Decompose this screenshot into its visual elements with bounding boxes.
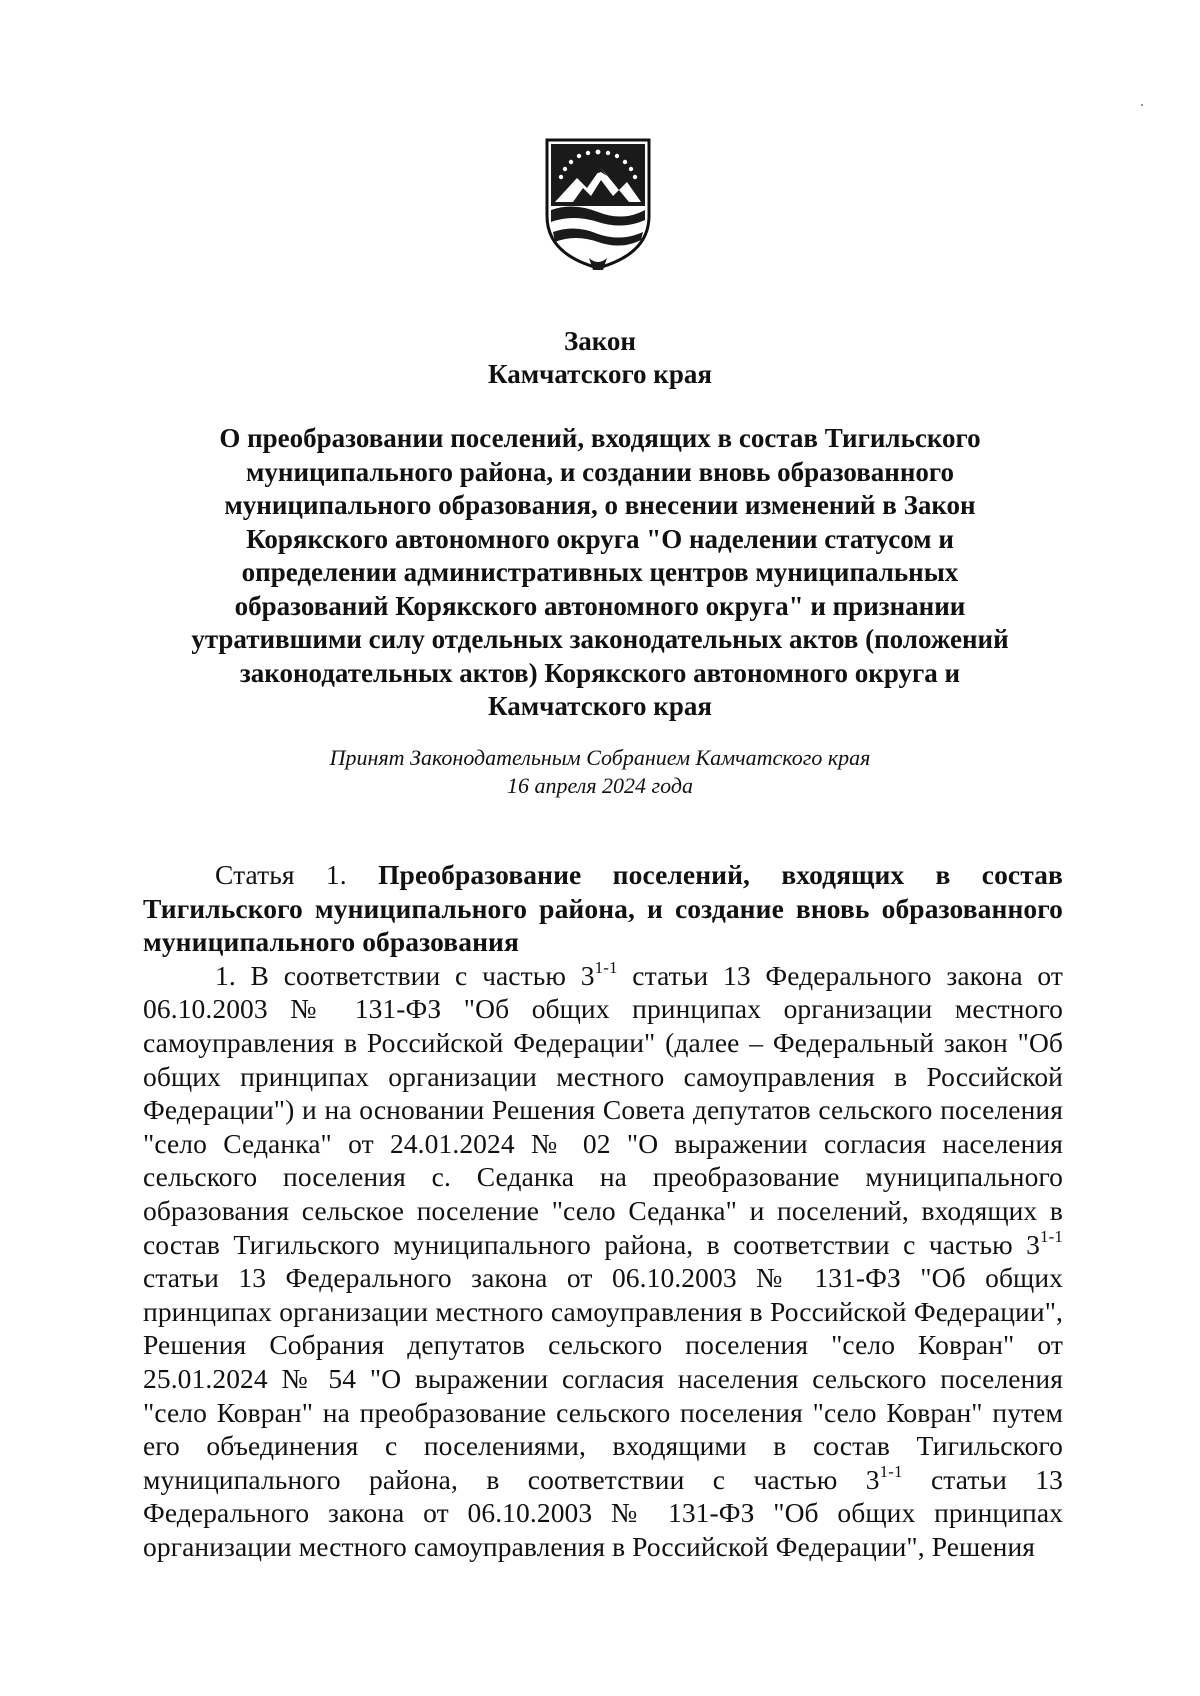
law-title-line: Корякского автономного округа "О наделении статусом и <box>246 523 954 554</box>
article-paragraph-1 <box>143 959 1063 1564</box>
paragraph-text: статьи 13 Федерального закона от 06.10.2003 № 131-ФЗ "Об общих принципах организации местного самоуправления в Российской Федерации", Решения <box>143 1463 1063 1562</box>
law-title <box>150 422 1050 724</box>
law-title-line: муниципального района, и создании вновь образованного <box>246 456 954 487</box>
law-title-line: О преобразовании поселений, входящих в состав Тигильского <box>219 423 981 453</box>
adoption-note <box>180 744 1020 800</box>
superscript: 1-1 <box>879 1461 903 1481</box>
article-1 <box>143 858 1063 1563</box>
paragraph-text: статьи 13 Федерального закона от 06.10.2003 № 131-ФЗ "Об общих принципах организации местного самоуправления в Российской Федерации" (далее – Федеральный закон "Об общих принципах организации местного самоуправления в Российской Федерации") и на основании Решения Совета депутатов сельского поселения "село Седанка" от 24.01.2024 № 02 "О выражении согласия населения сельского поселения с. Седанка на преобразование муниципального образования сельское поселение "село Седанка" и поселений, входящих в состав Тигильского муниципального района, в соответствии с частью 3 <box>143 959 1063 1260</box>
law-type-heading: Закон <box>563 326 636 356</box>
law-title-line: образований Корякского автономного округа" и признании <box>234 590 966 621</box>
law-title-line: утратившими силу отдельных законодательных актов (положений <box>191 624 1009 654</box>
law-title-line: законодательных актов) Корякского автономного округа и <box>239 657 961 688</box>
scan-speck <box>1141 104 1143 106</box>
article-label: Статья 1. <box>215 859 347 890</box>
law-title-line: муниципального образования, о внесении изменений в Закон <box>224 490 976 520</box>
kamchatka-emblem-icon <box>543 136 653 272</box>
paragraph-text: 1. В соответствии с частью 3 <box>215 959 595 991</box>
law-title-line: определении административных центров муниципальных <box>241 557 959 587</box>
adoption-body: Принят Законодательным Собранием Камчатского края <box>329 745 871 770</box>
superscript: 1-1 <box>594 957 618 977</box>
article-title: Преобразование поселений, входящих в состав Тигильского муниципального района, и создание вновь образованного муниципального образования <box>143 859 1063 958</box>
article-heading <box>143 858 1063 959</box>
law-region-heading: Камчатского края <box>488 359 712 389</box>
adoption-date: 16 апреля 2024 года <box>507 773 693 798</box>
law-title-line: Камчатского края <box>488 691 712 721</box>
paragraph-text: статьи 13 Федерального закона от 06.10.2003 № 131-ФЗ "Об общих принципах организации местного самоуправления в Российской Федерации", Решения Собрания депутатов сельского поселения "село Ковран" от 25.01.2024 № 54 "О выражении согласия населения сельского поселения "село Ковран" на преобразование сельского поселения "село Ковран" путем его объединения с поселениями, входящими в состав Тигильского муниципального района, в соответствии с частью 3 <box>143 1262 1063 1495</box>
superscript: 1-1 <box>1040 1226 1063 1246</box>
